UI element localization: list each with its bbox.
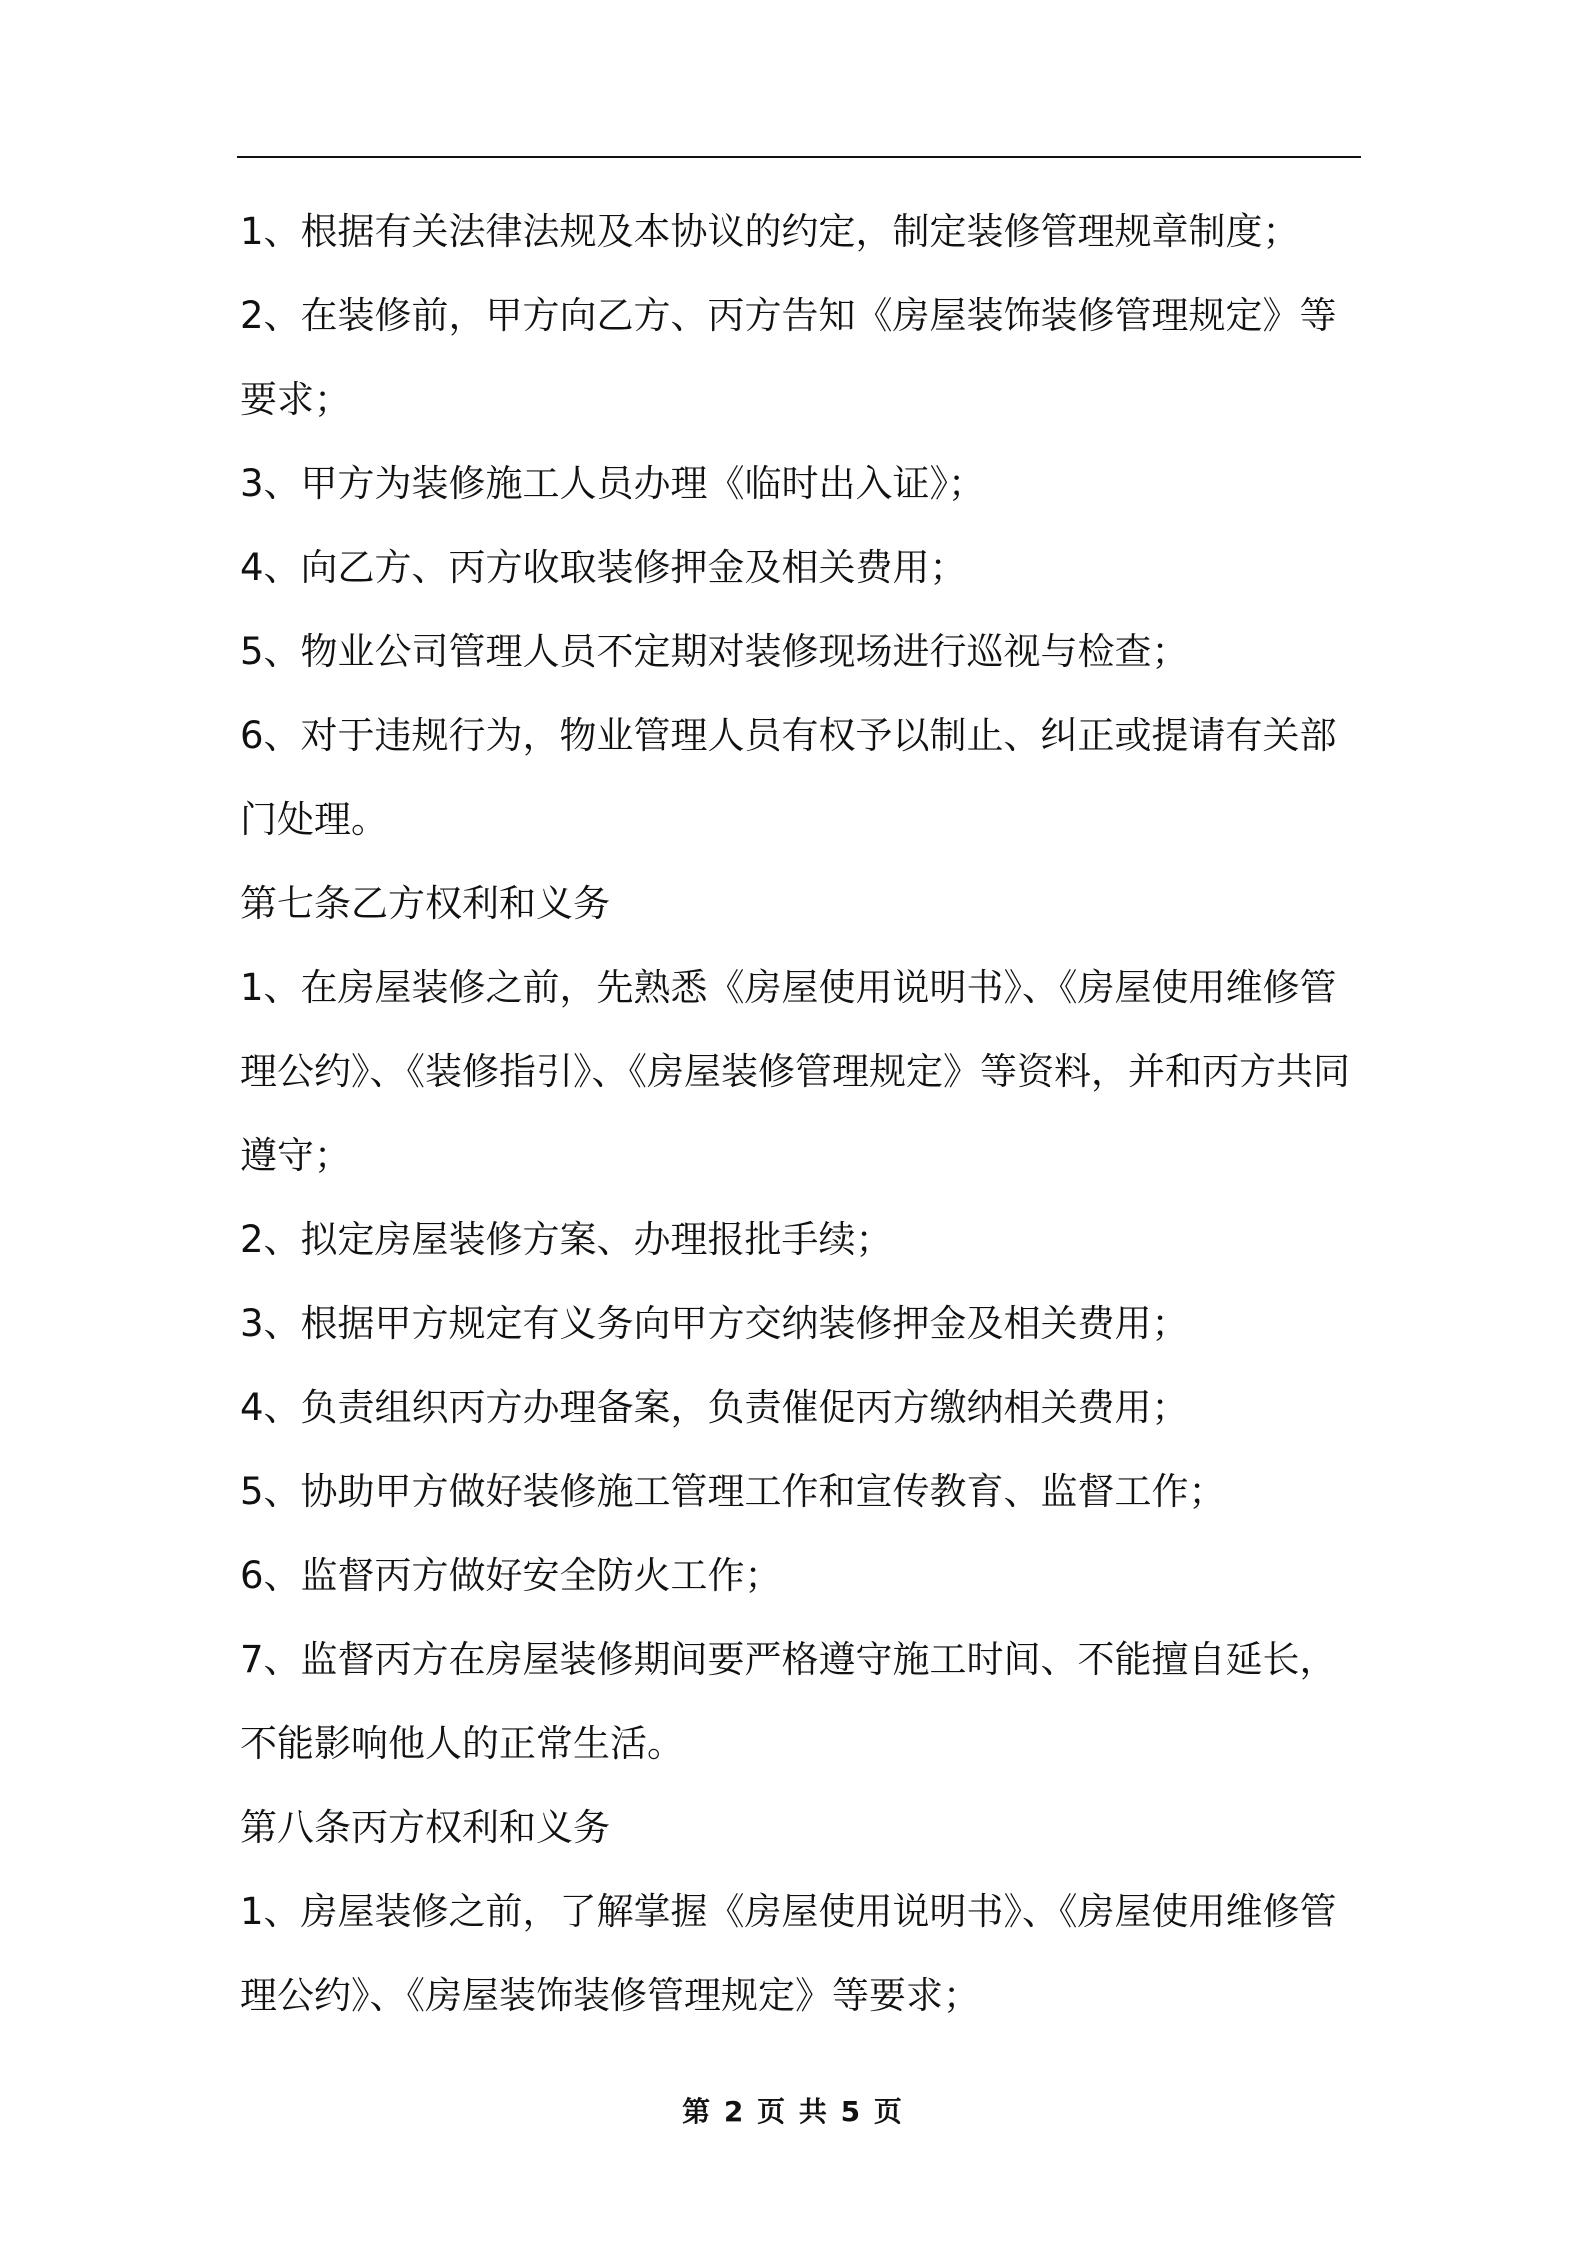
- header-rule: [237, 156, 1361, 158]
- text-line: 遵守；: [240, 1134, 351, 1177]
- document-body: [240, 190, 1370, 2038]
- text-line: 门处理。: [240, 798, 388, 841]
- section-heading: 第八条丙方权利和义务: [240, 1806, 610, 1849]
- text-line: 3、甲方为装修施工人员办理《临时出入证》；: [240, 462, 986, 505]
- text-line: 不能影响他人的正常生活。: [240, 1722, 684, 1765]
- text-line: 理公约》、《房屋装饰装修管理规定》等要求；: [240, 1974, 980, 2017]
- text-line: 2、在装修前，甲方向乙方、丙方告知《房屋装饰装修管理规定》等: [240, 294, 1337, 337]
- text-line: 7、监督丙方在房屋装修期间要严格遵守施工时间、不能擅自延长，: [240, 1638, 1337, 1681]
- page-number-footer: 第 2 页 共 5 页: [682, 2095, 904, 2128]
- text-line: 6、对于违规行为，物业管理人员有权予以制止、纠正或提请有关部: [240, 714, 1337, 757]
- text-line: 3、根据甲方规定有义务向甲方交纳装修押金及相关费用；: [240, 1302, 1189, 1345]
- text-line: 6、监督丙方做好安全防火工作；: [240, 1554, 782, 1597]
- text-line: 2、拟定房屋装修方案、办理报批手续；: [240, 1218, 893, 1261]
- text-line: 4、向乙方、丙方收取装修押金及相关费用；: [240, 546, 967, 589]
- text-line: 5、物业公司管理人员不定期对装修现场进行巡视与检查；: [240, 630, 1189, 673]
- text-line: 1、房屋装修之前，了解掌握《房屋使用说明书》、《房屋使用维修管: [240, 1890, 1337, 1933]
- text-line: 要求；: [240, 378, 351, 421]
- text-line: 1、在房屋装修之前，先熟悉《房屋使用说明书》、《房屋使用维修管: [240, 966, 1337, 1009]
- text-line: 4、负责组织丙方办理备案，负责催促丙方缴纳相关费用；: [240, 1386, 1189, 1429]
- section-heading: 第七条乙方权利和义务: [240, 882, 610, 925]
- text-line: 理公约》、《装修指引》、《房屋装修管理规定》等资料，并和丙方共同: [240, 1050, 1350, 1093]
- text-line: 5、协助甲方做好装修施工管理工作和宣传教育、监督工作；: [240, 1470, 1226, 1513]
- text-line: 1、根据有关法律法规及本协议的约定，制定装修管理规章制度；: [240, 210, 1300, 253]
